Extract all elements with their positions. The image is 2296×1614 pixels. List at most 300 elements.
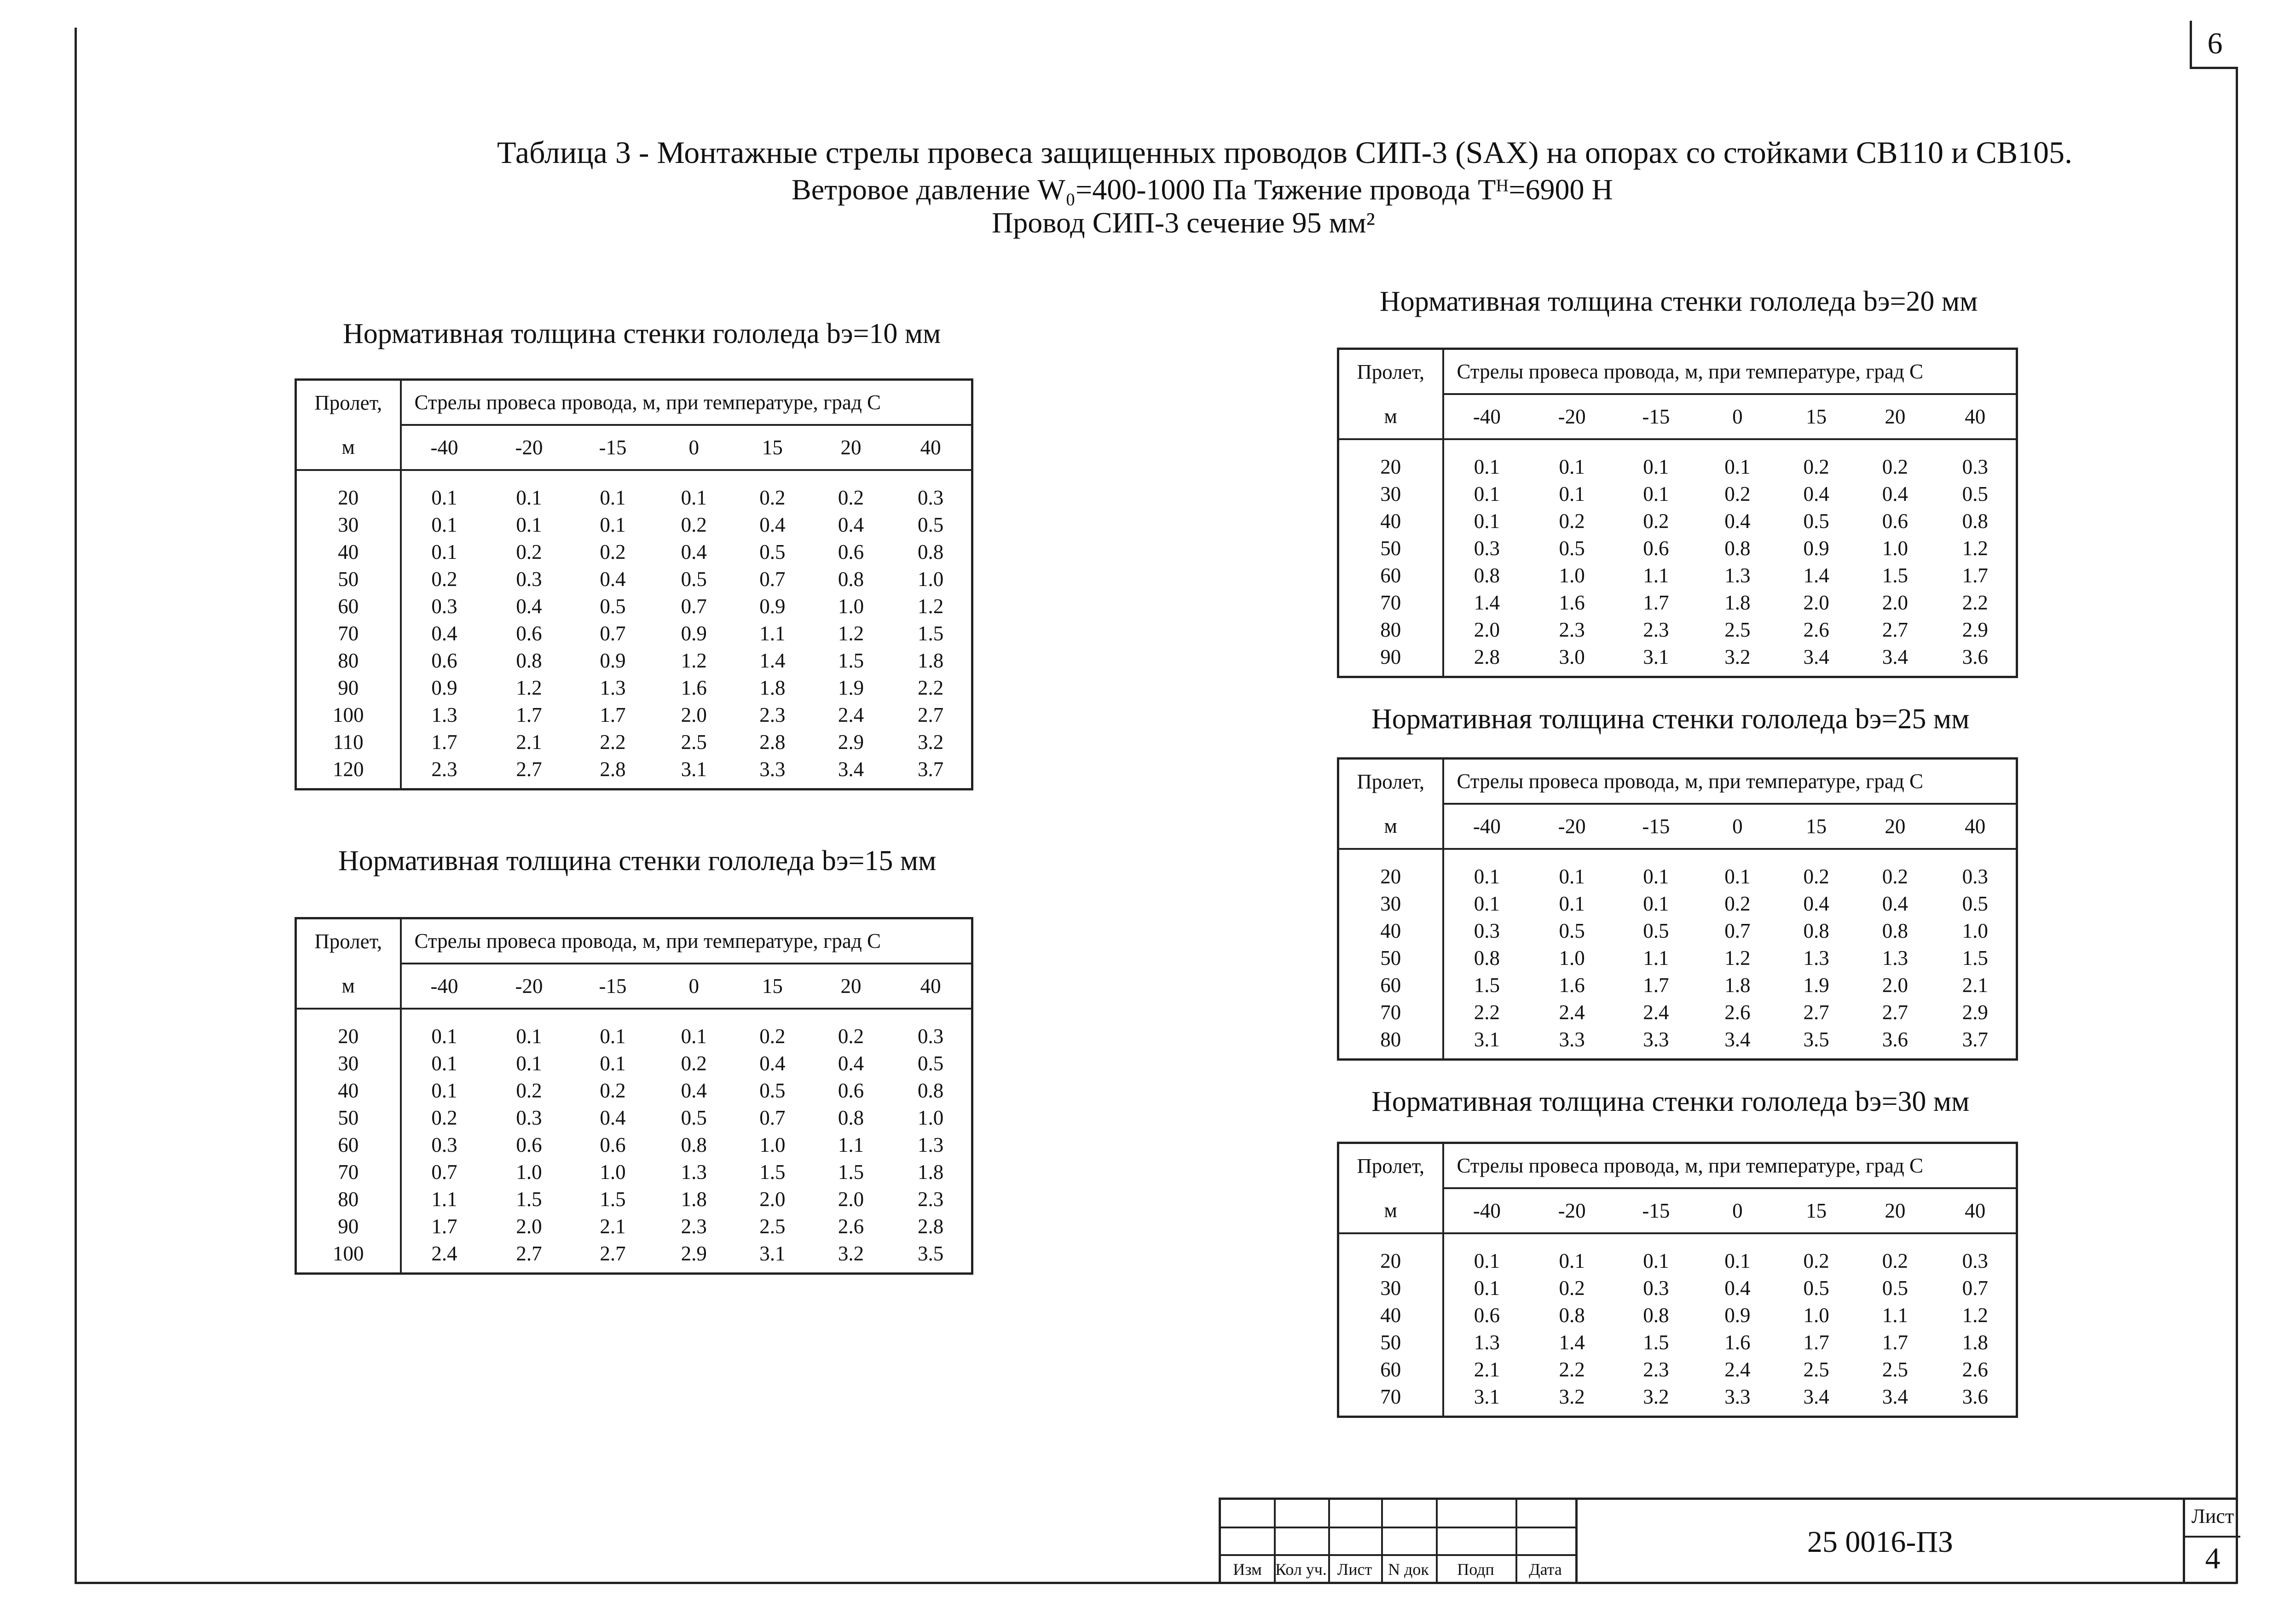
- sag-value: 0.8: [516, 649, 542, 672]
- sag-value: 1.5: [759, 1160, 786, 1184]
- sag-value: 1.7: [516, 703, 542, 726]
- sag-value: 0.4: [1882, 482, 1909, 505]
- sag-value: 0.2: [759, 486, 786, 509]
- sag-value: 0.9: [1724, 1303, 1751, 1327]
- sag-value: 0.1: [1643, 455, 1669, 478]
- sag-value: 0.2: [1803, 865, 1829, 888]
- sag-value: 3.6: [1962, 1385, 1988, 1408]
- span-value: 80: [296, 1185, 401, 1213]
- temperature-header: 20: [1856, 394, 1934, 439]
- sag-value: 0.2: [600, 1079, 626, 1102]
- sag-value: 2.1: [600, 1214, 626, 1238]
- sag-value: 1.4: [759, 649, 786, 672]
- sag-value: 3.1: [1643, 645, 1669, 668]
- sag-value: 1.1: [1643, 563, 1669, 587]
- title-line-2: Ветровое давление W₀=400-1000 Па Тяжение провода Tᴴ=6900 Н: [792, 173, 1613, 206]
- sag-value: 2.4: [838, 703, 864, 726]
- sag-value: 2.9: [681, 1242, 707, 1265]
- sag-value: 1.5: [1962, 946, 1988, 970]
- sag-value: 0.2: [1882, 1249, 1909, 1272]
- sag-value: 0.1: [431, 1079, 457, 1102]
- sag-value: 2.6: [1962, 1358, 1988, 1381]
- sag-value: 0.2: [600, 540, 626, 563]
- span-value: 40: [296, 1077, 401, 1104]
- span-value: 40: [1338, 917, 1443, 944]
- sag-value: 0.2: [681, 1051, 707, 1075]
- table-row: [1338, 1329, 2017, 1356]
- sag-value: 1.6: [1724, 1330, 1751, 1354]
- span-value: 50: [296, 1104, 401, 1131]
- sag-value: 2.9: [1962, 1000, 1988, 1024]
- span-value: 20: [1338, 1233, 1443, 1274]
- sag-value: 0.1: [431, 486, 457, 509]
- sag-value: 1.3: [431, 703, 457, 726]
- sag-value: 0.6: [1882, 509, 1909, 533]
- sag-value: 0.3: [1474, 919, 1500, 942]
- sag-value: 0.9: [759, 594, 786, 618]
- sag-value: 1.2: [681, 649, 707, 672]
- table-row: [296, 565, 972, 592]
- sag-value: 2.7: [1882, 618, 1909, 641]
- sag-value: 0.1: [516, 513, 542, 536]
- sag-value: 0.7: [1724, 919, 1751, 942]
- sag-value: 3.4: [1882, 645, 1909, 668]
- temperature-header: 40: [1935, 804, 2017, 849]
- sag-value: 0.2: [681, 513, 707, 536]
- sag-value: 1.6: [681, 676, 707, 699]
- table-row: [296, 1240, 972, 1274]
- span-value: 40: [296, 538, 401, 565]
- sag-value: 2.0: [838, 1187, 864, 1211]
- span-value: 60: [296, 1131, 401, 1158]
- temperature-header: -40: [1443, 1188, 1530, 1233]
- sag-value: 1.1: [1643, 946, 1669, 970]
- sag-header: Стрелы провеса провода, м, при температуре, град С: [401, 918, 972, 964]
- table-row: [1338, 507, 2017, 534]
- sag-value: 0.2: [1643, 509, 1669, 533]
- sag-value: 2.4: [431, 1242, 457, 1265]
- span-value: 80: [1338, 1026, 1443, 1060]
- sag-value: 0.1: [600, 486, 626, 509]
- sag-value: 0.4: [1724, 1276, 1751, 1300]
- sag-value: 1.9: [1803, 973, 1829, 997]
- temperature-header: -15: [1614, 394, 1698, 439]
- sag-value: 1.4: [1559, 1330, 1585, 1354]
- span-value: 40: [1338, 1301, 1443, 1329]
- sag-value: 3.2: [1643, 1385, 1669, 1408]
- sag-value: 0.8: [1559, 1303, 1585, 1327]
- sag-value: 0.2: [759, 1024, 786, 1048]
- span-value: 80: [1338, 616, 1443, 643]
- sag-value: 2.3: [1643, 1358, 1669, 1381]
- sag-value: 0.8: [1643, 1303, 1669, 1327]
- sag-value: 0.4: [431, 621, 457, 645]
- span-value: 30: [1338, 890, 1443, 917]
- span-header: Пролет,: [1338, 759, 1443, 804]
- sag-value: 3.4: [1724, 1028, 1751, 1051]
- temperature-header: -20: [487, 964, 571, 1009]
- sag-value: 2.3: [1643, 618, 1669, 641]
- sag-value: 0.3: [918, 1024, 944, 1048]
- sag-value: 3.3: [1559, 1028, 1585, 1051]
- sag-value: 0.4: [759, 513, 786, 536]
- table-row: [296, 1185, 972, 1213]
- sag-value: 2.4: [1643, 1000, 1669, 1024]
- temperature-header: -15: [1614, 804, 1698, 849]
- stamp-label-podp: Подп: [1457, 1560, 1494, 1579]
- table-row: [296, 674, 972, 701]
- sag-value: 1.7: [1803, 1330, 1829, 1354]
- sag-value: 0.4: [838, 513, 864, 536]
- temperature-header: -15: [571, 425, 655, 470]
- sag-value: 0.3: [1474, 536, 1500, 560]
- title-line-3: Провод СИП-3 сечение 95 мм²: [992, 206, 1375, 239]
- temperature-header: 15: [733, 964, 812, 1009]
- sag-value: 1.0: [1559, 946, 1585, 970]
- sag-value: 2.5: [1882, 1358, 1909, 1381]
- span-value: 20: [296, 470, 401, 511]
- sag-value: 0.1: [1474, 455, 1500, 478]
- table-caption-b15: Нормативная толщина стенки гололеда bэ=15 мм: [338, 845, 937, 877]
- sag-value: 3.1: [1474, 1385, 1500, 1408]
- temperature-header: 15: [1777, 1188, 1856, 1233]
- sag-value: 1.4: [1803, 563, 1829, 587]
- sag-value: 0.1: [431, 1051, 457, 1075]
- table-caption-b10: Нормативная толщина стенки гололеда bэ=10 мм: [343, 318, 941, 349]
- sag-value: 1.7: [1643, 591, 1669, 614]
- sag-value: 1.8: [918, 1160, 944, 1184]
- sag-value: 0.1: [1474, 892, 1500, 915]
- span-value: 70: [296, 1158, 401, 1185]
- sag-value: 3.4: [1803, 645, 1829, 668]
- sag-value: 0.5: [1559, 536, 1585, 560]
- sag-value: 0.3: [516, 567, 542, 591]
- sag-value: 1.8: [681, 1187, 707, 1211]
- sag-value: 0.3: [1962, 455, 1988, 478]
- sag-value: 2.4: [1559, 1000, 1585, 1024]
- temperature-header: 40: [1935, 394, 2017, 439]
- sag-value: 2.4: [1724, 1358, 1751, 1381]
- sag-value: 2.7: [600, 1242, 626, 1265]
- stamp-label-data: Дата: [1529, 1560, 1562, 1579]
- sag-value: 1.9: [838, 676, 864, 699]
- sag-value: 3.3: [759, 757, 786, 781]
- sag-value: 1.7: [1962, 563, 1988, 587]
- sag-value: 3.6: [1962, 645, 1988, 668]
- sag-value: 3.3: [1724, 1385, 1751, 1408]
- sag-value: 1.0: [1559, 563, 1585, 587]
- sag-value: 1.3: [600, 676, 626, 699]
- sag-value: 0.5: [1559, 919, 1585, 942]
- sag-value: 0.8: [681, 1133, 707, 1156]
- sag-value: 0.9: [1803, 536, 1829, 560]
- sag-value: 1.0: [1803, 1303, 1829, 1327]
- sag-value: 0.1: [431, 513, 457, 536]
- sag-value: 2.5: [759, 1214, 786, 1238]
- stamp-label-kol: Кол уч.: [1275, 1560, 1327, 1579]
- sag-value: 0.1: [1559, 892, 1585, 915]
- sag-value: 0.3: [1962, 1249, 1988, 1272]
- sag-value: 0.2: [1724, 892, 1751, 915]
- sag-value: 0.6: [838, 540, 864, 563]
- sag-value: 1.1: [759, 621, 786, 645]
- span-value: 90: [296, 674, 401, 701]
- table-row: [296, 470, 972, 511]
- sag-value: 0.2: [1803, 455, 1829, 478]
- sag-value: 2.6: [838, 1214, 864, 1238]
- sag-value: 2.2: [1559, 1358, 1585, 1381]
- span-value: 60: [1338, 971, 1443, 999]
- table-row: [1338, 534, 2017, 562]
- sag-header: Стрелы провеса провода, м, при температуре, град С: [1443, 759, 2017, 804]
- sag-value: 1.0: [516, 1160, 542, 1184]
- sag-table: [295, 917, 973, 1275]
- table-caption-b20: Нормативная толщина стенки гололеда bэ=20 мм: [1380, 286, 1978, 317]
- temperature-header: 20: [1856, 1188, 1934, 1233]
- sag-value: 2.0: [759, 1187, 786, 1211]
- sag-value: 3.7: [1962, 1028, 1988, 1051]
- sag-value: 0.5: [1882, 1276, 1909, 1300]
- temperature-header: 40: [890, 964, 972, 1009]
- table-row: [296, 511, 972, 538]
- sag-value: 2.2: [1962, 591, 1988, 614]
- temperature-header: -20: [1530, 804, 1614, 849]
- sag-value: 0.5: [681, 567, 707, 591]
- temperature-header: 15: [1777, 804, 1856, 849]
- sag-value: 1.0: [1962, 919, 1988, 942]
- sag-value: 1.8: [918, 649, 944, 672]
- temperature-header: -20: [1530, 394, 1614, 439]
- table-row: [1338, 562, 2017, 589]
- table-row: [296, 1009, 972, 1050]
- sag-value: 0.6: [431, 649, 457, 672]
- table-row: [296, 620, 972, 647]
- sag-value: 1.0: [918, 1106, 944, 1129]
- table-row: [1338, 1274, 2017, 1301]
- sag-value: 0.1: [681, 1024, 707, 1048]
- span-value: 60: [1338, 1356, 1443, 1383]
- sag-value: 1.2: [1962, 536, 1988, 560]
- temperature-header: 0: [654, 964, 733, 1009]
- sag-value: 1.3: [1882, 946, 1909, 970]
- sag-value: 1.5: [838, 1160, 864, 1184]
- sag-table: [1337, 348, 2018, 678]
- sag-value: 0.1: [431, 1024, 457, 1048]
- temperature-header: -40: [401, 964, 487, 1009]
- table-row: [296, 647, 972, 674]
- sag-value: 1.8: [1724, 591, 1751, 614]
- sag-value: 0.1: [1474, 509, 1500, 533]
- table-row: [296, 1050, 972, 1077]
- span-value: 70: [1338, 999, 1443, 1026]
- sag-value: 0.2: [516, 1079, 542, 1102]
- sag-value: 2.3: [1559, 618, 1585, 641]
- span-value: 70: [1338, 589, 1443, 616]
- sag-value: 2.7: [1803, 1000, 1829, 1024]
- span-value: 100: [296, 701, 401, 728]
- sag-value: 2.6: [1724, 1000, 1751, 1024]
- sag-value: 0.1: [1724, 455, 1751, 478]
- sag-value: 0.3: [431, 1133, 457, 1156]
- span-header: Пролет,: [1338, 1143, 1443, 1189]
- sag-value: 2.8: [918, 1214, 944, 1238]
- sag-value: 0.5: [1962, 482, 1988, 505]
- sag-value: 0.8: [1474, 946, 1500, 970]
- sag-value: 0.9: [600, 649, 626, 672]
- temperature-header: 0: [1698, 804, 1777, 849]
- sag-value: 0.5: [759, 540, 786, 563]
- table-row: [1338, 589, 2017, 616]
- span-value: 100: [296, 1240, 401, 1274]
- table-row: [1338, 643, 2017, 677]
- title-line-1: Таблица 3 - Монтажные стрелы провеса защищенных проводов СИП-3 (SAX) на опорах со стойками СВ110 и СВ105.: [497, 135, 2073, 170]
- sag-value: 2.3: [681, 1214, 707, 1238]
- span-value: 80: [296, 647, 401, 674]
- sag-value: 0.4: [838, 1051, 864, 1075]
- sag-value: 0.9: [681, 621, 707, 645]
- sag-value: 2.7: [1882, 1000, 1909, 1024]
- sag-value: 1.2: [918, 594, 944, 618]
- sag-value: 2.7: [918, 703, 944, 726]
- sag-value: 1.5: [918, 621, 944, 645]
- sag-table: [1337, 757, 2018, 1061]
- sag-value: 0.5: [681, 1106, 707, 1129]
- span-value: 110: [296, 728, 401, 755]
- sag-value: 2.3: [431, 757, 457, 781]
- sag-value: 2.3: [759, 703, 786, 726]
- sag-value: 3.2: [918, 730, 944, 754]
- sag-value: 0.4: [759, 1051, 786, 1075]
- sag-value: 0.1: [600, 1051, 626, 1075]
- span-value: 50: [1338, 944, 1443, 971]
- table-caption-b25: Нормативная толщина стенки гололеда bэ=25 мм: [1371, 703, 1970, 735]
- sag-value: 0.2: [431, 567, 457, 591]
- sag-value: 3.2: [838, 1242, 864, 1265]
- document-code: 25 0016-ПЗ: [1807, 1525, 1954, 1559]
- sag-value: 0.1: [1643, 865, 1669, 888]
- span-value: 30: [296, 511, 401, 538]
- sag-value: 1.1: [838, 1133, 864, 1156]
- span-unit: м: [1338, 1188, 1443, 1233]
- sag-value: 2.3: [918, 1187, 944, 1211]
- sag-value: 2.1: [1962, 973, 1988, 997]
- sag-value: 0.4: [516, 594, 542, 618]
- sag-value: 1.5: [1882, 563, 1909, 587]
- sag-value: 1.8: [759, 676, 786, 699]
- span-unit: м: [1338, 394, 1443, 439]
- sag-value: 0.5: [759, 1079, 786, 1102]
- sag-value: 0.7: [1962, 1276, 1988, 1300]
- sag-value: 0.4: [1882, 892, 1909, 915]
- sag-value: 0.3: [918, 486, 944, 509]
- sag-value: 0.1: [1559, 482, 1585, 505]
- sag-value: 0.5: [1803, 1276, 1829, 1300]
- sag-value: 1.5: [1643, 1330, 1669, 1354]
- sag-value: 0.8: [1724, 536, 1751, 560]
- sag-value: 2.0: [1882, 591, 1909, 614]
- span-value: 60: [1338, 562, 1443, 589]
- stamp-grid-line: [1221, 1527, 1575, 1528]
- sag-value: 3.4: [1882, 1385, 1909, 1408]
- temperature-header: 15: [1777, 394, 1856, 439]
- sag-value: 2.0: [516, 1214, 542, 1238]
- sag-value: 0.4: [1803, 482, 1829, 505]
- sag-value: 0.1: [681, 486, 707, 509]
- sag-value: 0.5: [918, 513, 944, 536]
- sag-value: 1.5: [838, 649, 864, 672]
- table-row: [1338, 890, 2017, 917]
- table-row: [1338, 1301, 2017, 1329]
- sag-value: 0.1: [516, 1024, 542, 1048]
- sag-value: 1.3: [1474, 1330, 1500, 1354]
- sag-value: 3.3: [1643, 1028, 1669, 1051]
- span-value: 20: [296, 1009, 401, 1050]
- sag-value: 2.5: [681, 730, 707, 754]
- table-row: [1338, 849, 2017, 890]
- sag-value: 0.2: [838, 1024, 864, 1048]
- stamp-grid-line: [1221, 1554, 1575, 1556]
- sag-value: 0.2: [838, 486, 864, 509]
- sag-value: 0.2: [431, 1106, 457, 1129]
- sag-value: 3.1: [681, 757, 707, 781]
- sag-value: 0.1: [516, 1051, 542, 1075]
- temperature-header: 15: [733, 425, 812, 470]
- sag-value: 0.2: [1724, 482, 1751, 505]
- temperature-header: -20: [487, 425, 571, 470]
- temperature-header: 40: [1935, 1188, 2017, 1233]
- sag-value: 2.5: [1803, 1358, 1829, 1381]
- sag-value: 2.5: [1724, 618, 1751, 641]
- span-value: 70: [296, 620, 401, 647]
- sheet-number: 4: [2205, 1542, 2221, 1575]
- sag-value: 0.7: [759, 1106, 786, 1129]
- frame-left-border: [75, 28, 77, 1584]
- sag-value: 0.1: [1559, 455, 1585, 478]
- sag-value: 0.4: [1724, 509, 1751, 533]
- sag-value: 0.3: [516, 1106, 542, 1129]
- sag-value: 2.0: [1882, 973, 1909, 997]
- sag-value: 3.5: [918, 1242, 944, 1265]
- sag-value: 3.6: [1882, 1028, 1909, 1051]
- sag-value: 2.8: [600, 757, 626, 781]
- sag-value: 0.6: [600, 1133, 626, 1156]
- table-row: [1338, 439, 2017, 480]
- span-value: 20: [1338, 439, 1443, 480]
- span-unit: м: [296, 425, 401, 470]
- stamp-grid-line: [2185, 1536, 2240, 1538]
- span-header: Пролет,: [1338, 349, 1443, 395]
- sag-value: 0.4: [600, 1106, 626, 1129]
- sag-value: 3.5: [1803, 1028, 1829, 1051]
- table-row: [1338, 480, 2017, 507]
- table-row: [296, 592, 972, 620]
- sag-value: 1.0: [600, 1160, 626, 1184]
- sag-value: 0.3: [431, 594, 457, 618]
- table-row: [1338, 971, 2017, 999]
- sag-value: 0.1: [1474, 865, 1500, 888]
- table-row: [1338, 1026, 2017, 1060]
- stamp-label-list: Лист: [1337, 1560, 1372, 1579]
- sag-value: 2.9: [1962, 618, 1988, 641]
- sag-value: 0.4: [600, 567, 626, 591]
- stamp-revision-grid: [1221, 1500, 1575, 1584]
- span-unit: м: [1338, 804, 1443, 849]
- sag-value: 3.4: [1803, 1385, 1829, 1408]
- sag-value: 1.3: [1803, 946, 1829, 970]
- span-value: 50: [296, 565, 401, 592]
- sag-value: 0.5: [1962, 892, 1988, 915]
- span-header: Пролет,: [296, 380, 401, 425]
